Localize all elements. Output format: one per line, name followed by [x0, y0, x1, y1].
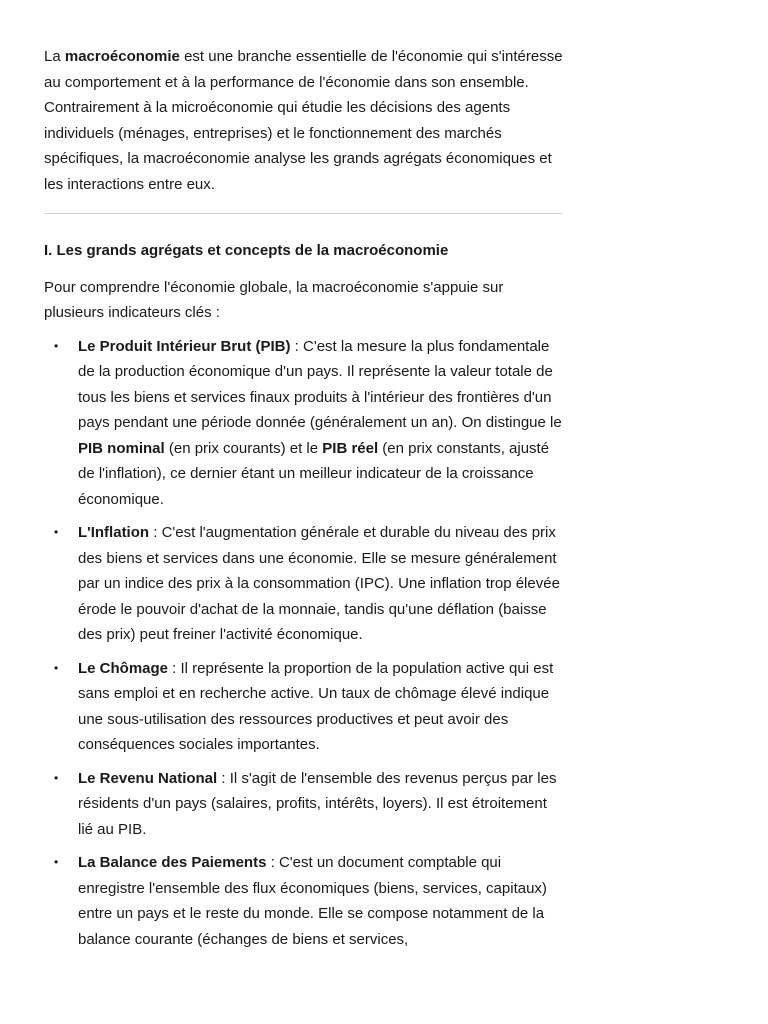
section-lead-paragraph: Pour comprendre l'économie globale, la macroéconomie s'appuie sur plusieurs indicateurs clés :	[44, 278, 504, 321]
item-text: : C'est l'augmentation générale et durable du niveau des prix des biens et services dans une économie. Elle se mesure généralement par un indice des prix à la consommation (IPC). Une inflation trop élevée érode le pouvoir d'achat de la monnaie, tandis qu'une déflation (baisse des prix) peut freiner l'activité économique.	[78, 524, 560, 643]
item-bold: PIB nominal	[78, 439, 165, 457]
item-term: Le Chômage	[78, 659, 169, 677]
item-term: La Balance des Paiements	[78, 854, 267, 871]
list-item-inflation	[44, 520, 564, 648]
intro-paragraph	[44, 44, 564, 197]
section-heading: I. Les grands agrégats et concepts de la macroéconomie	[44, 242, 449, 259]
bullet: •	[54, 770, 59, 785]
item-text: : C'est la mesure la plus fondamentale de la production économique d'un pays. Il représente la valeur totale de tous les biens et services finaux produits à l'intérieur des frontières d'un pays pendant une période donnée (généralement un an). On distingue le	[78, 337, 562, 431]
intro-term: macroéconomie	[64, 48, 180, 65]
intro-rest: est une branche essentielle de l'économie qui s'intéresse au comportement et à la performance de l'économie dans son ensemble. Contrairement à la microéconomie qui étudie les décisions des agents individuels (ménages, entreprises) et le fonctionnement des marchés spécifiques, la macroéconomie analyse les grands agrégats économiques et les interactions entre eux.	[44, 48, 563, 193]
item-text: : C'est un document comptable qui enregistre l'ensemble des flux économiques (biens, services, capitaux) entre un pays et le reste du monde. Elle se compose notamment de la balance courante (échanges de biens et services,	[78, 854, 547, 948]
concepts-list	[44, 334, 564, 953]
bullet: •	[54, 525, 59, 539]
item-text: (en prix courants) et le	[164, 439, 323, 457]
item-term: Le Revenu National	[78, 769, 218, 787]
item-text: : Il représente la proportion de la population active qui est sans emploi et en recherche active. Un taux de chômage élevé indique une sous-utilisation des ressources productives et peut avoir des conséquences sociales importantes.	[78, 659, 554, 753]
bullet: •	[54, 338, 59, 353]
item-text: (en prix constants, ajusté de l'inflation), ce dernier étant un meilleur indicateur de la croissance économique.	[78, 439, 550, 508]
list-item-chomage	[44, 656, 564, 758]
document-page	[44, 44, 564, 960]
item-text: : Il s'agit de l'ensemble des revenus perçus par les résidents d'un pays (salaires, profits, intérêts, loyers). Il est étroitement lié au PIB.	[78, 769, 557, 838]
list-item-revenu-national	[44, 766, 564, 843]
bullet: •	[54, 660, 59, 675]
item-term: Le Produit Intérieur Brut (PIB)	[78, 337, 291, 355]
item-bold: PIB réel	[322, 439, 379, 457]
list-item-pib	[44, 334, 564, 513]
section-divider	[44, 213, 562, 214]
intro-pre: La	[44, 48, 65, 65]
bullet: •	[54, 855, 59, 869]
list-item-balance-paiements	[44, 850, 564, 952]
item-term: L'Inflation	[78, 524, 150, 541]
